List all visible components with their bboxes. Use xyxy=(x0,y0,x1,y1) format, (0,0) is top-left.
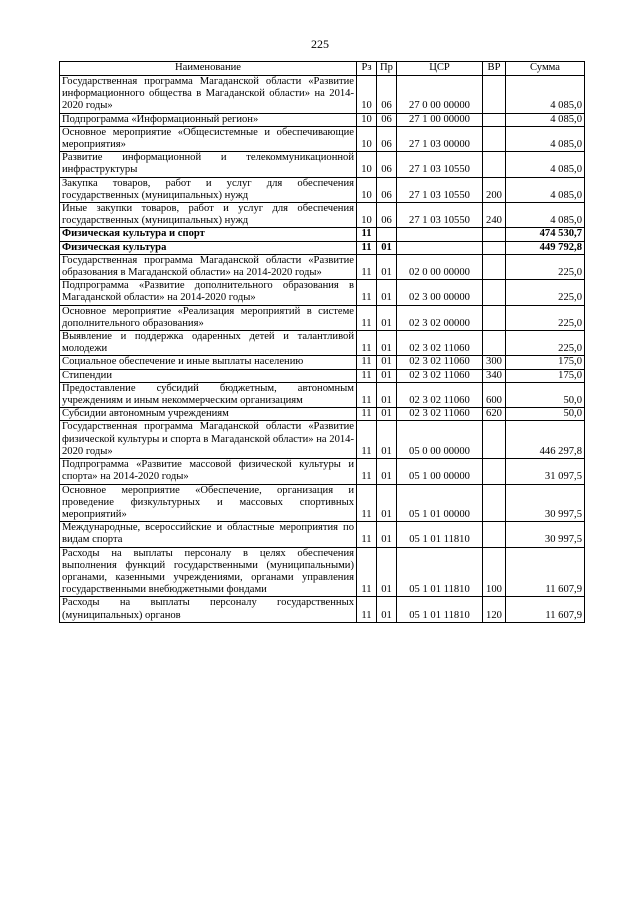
header-vr: ВР xyxy=(483,62,506,76)
row-pr: 01 xyxy=(377,421,397,459)
row-sum: 4 085,0 xyxy=(506,203,585,228)
row-name: Подпрограмма «Информационный регион» xyxy=(60,113,357,126)
row-csr: 27 1 03 10550 xyxy=(397,203,483,228)
row-vr xyxy=(483,152,506,177)
row-name: Физическая культура и спорт xyxy=(60,228,357,241)
row-sum: 175,0 xyxy=(506,369,585,382)
row-name: Государственная программа Магаданской области «Развитие образования в Магаданской области» на 2014-2020 годы» xyxy=(60,254,357,279)
row-rz: 11 xyxy=(357,408,377,421)
row-sum: 225,0 xyxy=(506,280,585,305)
row-csr: 27 1 03 10550 xyxy=(397,177,483,202)
row-csr: 27 1 00 00000 xyxy=(397,113,483,126)
row-csr: 02 3 02 11060 xyxy=(397,369,483,382)
row-pr: 06 xyxy=(377,113,397,126)
row-pr: 06 xyxy=(377,152,397,177)
row-pr: 01 xyxy=(377,369,397,382)
row-name: Социальное обеспечение и иные выплаты населению xyxy=(60,356,357,369)
row-pr: 01 xyxy=(377,382,397,407)
row-csr: 27 1 03 00000 xyxy=(397,126,483,151)
row-name: Основное мероприятие «Общесистемные и обеспечивающие мероприятия» xyxy=(60,126,357,151)
row-name: Физическая культура xyxy=(60,241,357,254)
row-csr: 02 3 02 11060 xyxy=(397,356,483,369)
row-vr: 240 xyxy=(483,203,506,228)
row-pr: 01 xyxy=(377,356,397,369)
table-row xyxy=(60,597,585,622)
row-rz: 11 xyxy=(357,459,377,484)
row-rz: 11 xyxy=(357,356,377,369)
row-vr xyxy=(483,331,506,356)
row-pr: 01 xyxy=(377,459,397,484)
row-sum: 11 607,9 xyxy=(506,547,585,597)
row-rz: 10 xyxy=(357,76,377,114)
row-rz: 11 xyxy=(357,597,377,622)
table-row xyxy=(60,152,585,177)
row-vr xyxy=(483,484,506,522)
table-row xyxy=(60,177,585,202)
row-pr: 01 xyxy=(377,408,397,421)
row-pr: 06 xyxy=(377,126,397,151)
row-sum: 50,0 xyxy=(506,408,585,421)
row-csr: 05 1 01 11810 xyxy=(397,547,483,597)
row-vr xyxy=(483,421,506,459)
row-vr xyxy=(483,459,506,484)
row-pr: 06 xyxy=(377,203,397,228)
row-pr: 01 xyxy=(377,597,397,622)
row-vr: 200 xyxy=(483,177,506,202)
table-row xyxy=(60,421,585,459)
row-rz: 11 xyxy=(357,280,377,305)
row-vr: 600 xyxy=(483,382,506,407)
row-pr: 01 xyxy=(377,254,397,279)
table-row xyxy=(60,522,585,547)
table-row xyxy=(60,382,585,407)
row-name: Основное мероприятие «Обеспечение, организация и проведение физкультурных и массовых спортивных мероприятий» xyxy=(60,484,357,522)
budget-table xyxy=(59,61,585,623)
row-csr: 02 3 02 11060 xyxy=(397,331,483,356)
row-sum: 11 607,9 xyxy=(506,597,585,622)
row-rz: 11 xyxy=(357,421,377,459)
row-vr xyxy=(483,280,506,305)
row-sum: 4 085,0 xyxy=(506,76,585,114)
row-pr: 01 xyxy=(377,305,397,330)
row-csr xyxy=(397,241,483,254)
row-rz: 11 xyxy=(357,305,377,330)
row-vr: 620 xyxy=(483,408,506,421)
row-vr xyxy=(483,113,506,126)
row-sum: 4 085,0 xyxy=(506,152,585,177)
row-vr xyxy=(483,254,506,279)
row-csr: 05 1 01 11810 xyxy=(397,522,483,547)
row-name: Государственная программа Магаданской области «Развитие информационного общества в Магаданской области» на 2014-2020 годы» xyxy=(60,76,357,114)
table-row xyxy=(60,459,585,484)
row-name: Подпрограмма «Развитие дополнительного образования в Магаданской области» на 2014-2020 годы» xyxy=(60,280,357,305)
row-pr: 01 xyxy=(377,484,397,522)
table-row xyxy=(60,203,585,228)
row-name: Расходы на выплаты персоналу государственных (муниципальных) органов xyxy=(60,597,357,622)
header-sum: Сумма xyxy=(506,62,585,76)
row-sum: 474 530,7 xyxy=(506,228,585,241)
table-row xyxy=(60,484,585,522)
row-name: Закупка товаров, работ и услуг для обеспечения государственных (муниципальных) нужд xyxy=(60,177,357,202)
row-vr xyxy=(483,241,506,254)
table-row xyxy=(60,228,585,241)
row-sum: 30 997,5 xyxy=(506,522,585,547)
row-vr xyxy=(483,522,506,547)
row-name: Предоставление субсидий бюджетным, автономным учреждениям и иным некоммерческим организациям xyxy=(60,382,357,407)
row-csr: 27 0 00 00000 xyxy=(397,76,483,114)
row-name: Субсидии автономным учреждениям xyxy=(60,408,357,421)
table-row xyxy=(60,76,585,114)
row-pr: 01 xyxy=(377,547,397,597)
row-sum: 175,0 xyxy=(506,356,585,369)
row-pr xyxy=(377,228,397,241)
row-vr xyxy=(483,76,506,114)
row-csr xyxy=(397,228,483,241)
row-rz: 11 xyxy=(357,331,377,356)
row-sum: 30 997,5 xyxy=(506,484,585,522)
row-pr: 01 xyxy=(377,522,397,547)
row-rz: 10 xyxy=(357,203,377,228)
row-vr: 100 xyxy=(483,547,506,597)
row-rz: 10 xyxy=(357,113,377,126)
row-name: Развитие информационной и телекоммуникационной инфраструктуры xyxy=(60,152,357,177)
header-pr: Пр xyxy=(377,62,397,76)
row-vr: 120 xyxy=(483,597,506,622)
row-pr: 01 xyxy=(377,331,397,356)
row-rz: 11 xyxy=(357,382,377,407)
row-name: Расходы на выплаты персоналу в целях обеспечения выполнения функций государственными (муниципальными) органами, казенными учреждениями, органами управления государственными внебюджетными фондами xyxy=(60,547,357,597)
row-name: Стипендии xyxy=(60,369,357,382)
row-csr: 02 3 00 00000 xyxy=(397,280,483,305)
row-csr: 02 3 02 11060 xyxy=(397,408,483,421)
row-pr: 01 xyxy=(377,280,397,305)
row-name: Подпрограмма «Развитие массовой физической культуры и спорта» на 2014-2020 годы» xyxy=(60,459,357,484)
row-sum: 4 085,0 xyxy=(506,113,585,126)
row-csr: 05 1 01 11810 xyxy=(397,597,483,622)
table-row xyxy=(60,369,585,382)
row-vr xyxy=(483,126,506,151)
table-row xyxy=(60,356,585,369)
table-row xyxy=(60,241,585,254)
header-name: Наименование xyxy=(60,62,357,76)
table-row xyxy=(60,331,585,356)
row-vr: 300 xyxy=(483,356,506,369)
row-csr: 02 3 02 11060 xyxy=(397,382,483,407)
row-csr: 05 1 01 00000 xyxy=(397,484,483,522)
row-csr: 27 1 03 10550 xyxy=(397,152,483,177)
table-row xyxy=(60,547,585,597)
row-rz: 11 xyxy=(357,228,377,241)
row-sum: 4 085,0 xyxy=(506,177,585,202)
row-rz: 11 xyxy=(357,369,377,382)
table-body xyxy=(60,76,585,623)
row-vr xyxy=(483,228,506,241)
row-name: Иные закупки товаров, работ и услуг для обеспечения государственных (муниципальных) нужд xyxy=(60,203,357,228)
table-row xyxy=(60,113,585,126)
row-name: Выявление и поддержка одаренных детей и талантливой молодежи xyxy=(60,331,357,356)
page-number: 225 xyxy=(311,37,329,51)
header-rz: Рз xyxy=(357,62,377,76)
row-csr: 05 0 00 00000 xyxy=(397,421,483,459)
row-rz: 11 xyxy=(357,522,377,547)
row-rz: 10 xyxy=(357,152,377,177)
table-row xyxy=(60,280,585,305)
row-sum: 31 097,5 xyxy=(506,459,585,484)
row-sum: 225,0 xyxy=(506,331,585,356)
row-rz: 10 xyxy=(357,126,377,151)
table-header-row xyxy=(60,62,585,76)
row-name: Государственная программа Магаданской области «Развитие физической культуры и спорта в Магаданской области» на 2014-2020 годы» xyxy=(60,421,357,459)
row-rz: 11 xyxy=(357,547,377,597)
row-vr: 340 xyxy=(483,369,506,382)
row-csr: 02 3 02 00000 xyxy=(397,305,483,330)
row-rz: 11 xyxy=(357,484,377,522)
row-sum: 4 085,0 xyxy=(506,126,585,151)
table-row xyxy=(60,126,585,151)
row-name: Международные, всероссийские и областные мероприятия по видам спорта xyxy=(60,522,357,547)
row-pr: 06 xyxy=(377,76,397,114)
row-name: Основное мероприятие «Реализация мероприятий в системе дополнительного образования» xyxy=(60,305,357,330)
row-csr: 02 0 00 00000 xyxy=(397,254,483,279)
table-row xyxy=(60,305,585,330)
row-pr: 06 xyxy=(377,177,397,202)
row-sum: 225,0 xyxy=(506,254,585,279)
row-sum: 446 297,8 xyxy=(506,421,585,459)
header-csr: ЦСР xyxy=(397,62,483,76)
row-vr xyxy=(483,305,506,330)
table-row xyxy=(60,408,585,421)
row-rz: 11 xyxy=(357,241,377,254)
row-csr: 05 1 00 00000 xyxy=(397,459,483,484)
table-row xyxy=(60,254,585,279)
row-sum: 50,0 xyxy=(506,382,585,407)
row-rz: 10 xyxy=(357,177,377,202)
row-sum: 449 792,8 xyxy=(506,241,585,254)
row-sum: 225,0 xyxy=(506,305,585,330)
row-rz: 11 xyxy=(357,254,377,279)
row-pr: 01 xyxy=(377,241,397,254)
